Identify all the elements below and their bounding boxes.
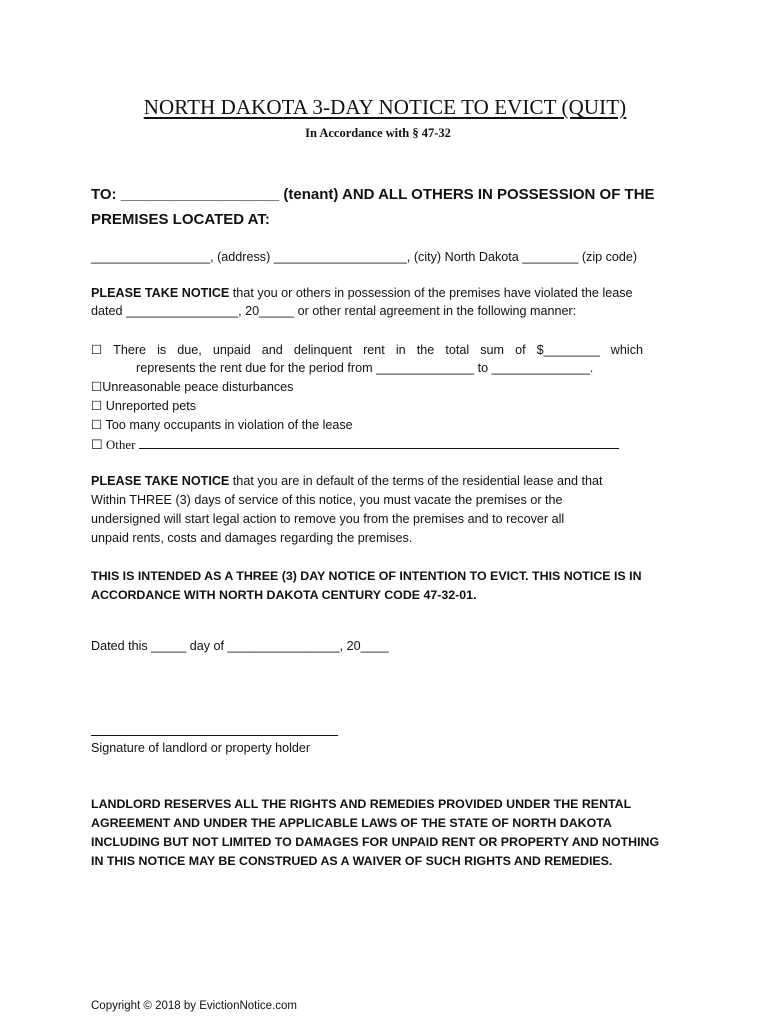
violation-notice-line-1	[91, 286, 633, 300]
checkbox-other-label: ☐ Other	[91, 437, 136, 452]
document-title: NORTH DAKOTA 3-DAY NOTICE TO EVICT (QUIT)	[143, 95, 627, 119]
other-blank-line	[139, 436, 619, 449]
default-notice-label: PLEASE TAKE NOTICE	[91, 474, 230, 488]
reserve-line-4: IN THIS NOTICE MAY BE CONSTRUED AS A WAIVER OF SUCH RIGHTS AND REMEDIES.	[91, 854, 613, 868]
notice-text: that you or others in possession of the premises have violated the lease	[229, 286, 633, 300]
dated-line: Dated this _____ day of ________________, 20____	[91, 639, 389, 653]
document-subtitle: In Accordance with § 47-32	[305, 126, 451, 140]
checkbox-disturbances: ☐Unreasonable peace disturbances	[91, 380, 294, 394]
checkbox-other	[91, 436, 619, 453]
reserve-line-2: AGREEMENT AND UNDER THE APPLICABLE LAWS OF THE STATE OF NORTH DAKOTA	[91, 816, 612, 830]
tenant-line: TO: ___________________ (tenant) AND ALL OTHERS IN POSSESSION OF THE	[91, 186, 655, 203]
default-notice-text: that you are in default of the terms of the residential lease and that	[229, 474, 603, 488]
checkbox-pets: ☐ Unreported pets	[91, 399, 197, 413]
signature-label: Signature of landlord or property holder	[91, 741, 311, 755]
address-line: _________________, (address) ___________________, (city) North Dakota ________ (zip code)	[91, 250, 638, 264]
reserve-line-3: INCLUDING BUT NOT LIMITED TO DAMAGES FOR UNPAID RENT OR PROPERTY AND NOTHING	[91, 835, 660, 849]
intent-line-2: ACCORDANCE WITH NORTH DAKOTA CENTURY CODE 47-32-01.	[91, 588, 477, 602]
premises-heading: PREMISES LOCATED AT:	[91, 211, 270, 228]
reserve-line-1: LANDLORD RESERVES ALL THE RIGHTS AND REMEDIES PROVIDED UNDER THE RENTAL	[91, 797, 632, 811]
copyright: Copyright © 2018 by EvictionNotice.com	[91, 1000, 297, 1012]
checkbox-occupants: ☐ Too many occupants in violation of the lease	[91, 418, 353, 432]
violation-notice-line-2: dated ________________, 20_____ or other rental agreement in the following manner:	[91, 304, 577, 318]
intent-line-1: THIS IS INTENDED AS A THREE (3) DAY NOTICE OF INTENTION TO EVICT. THIS NOTICE IS IN	[91, 569, 642, 583]
default-notice-line-3: undersigned will start legal action to remove you from the premises and to recover all	[91, 512, 565, 526]
checkbox-rent-due: ☐ There is due, unpaid and delinquent rent in the total sum of $________ which	[91, 343, 643, 357]
default-notice-line-4: unpaid rents, costs and damages regarding the premises.	[91, 531, 413, 545]
default-notice-line-1	[91, 474, 602, 488]
default-notice-line-2: Within THREE (3) days of service of this notice, you must vacate the premises or the	[91, 493, 563, 507]
checkbox-rent-due-period: represents the rent due for the period from ______________ to ______________.	[136, 361, 594, 375]
notice-label: PLEASE TAKE NOTICE	[91, 286, 230, 300]
signature-line	[91, 735, 338, 736]
